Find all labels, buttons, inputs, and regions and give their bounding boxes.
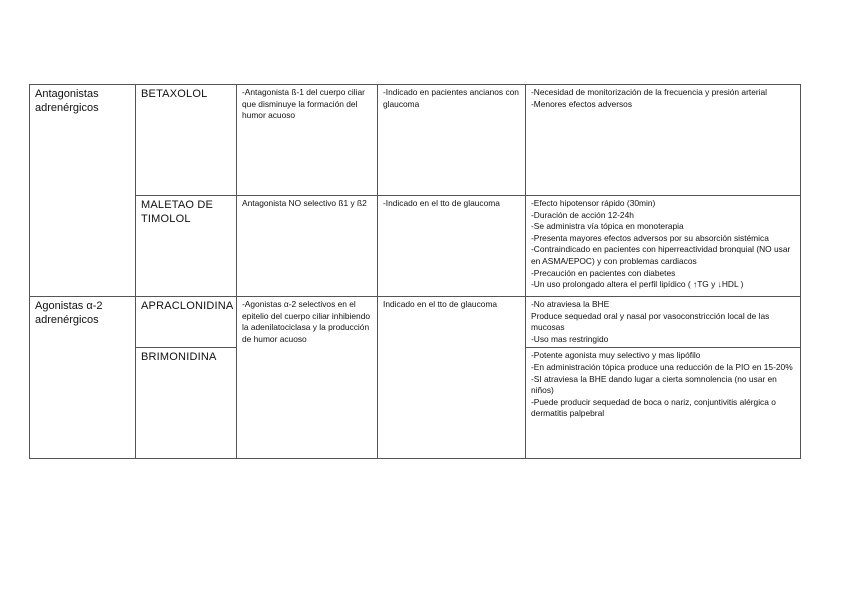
note-line: -Precaución en pacientes con diabetes <box>531 267 676 278</box>
table-row <box>30 196 801 297</box>
note-line: -Menores efectos adversos <box>531 98 633 109</box>
note-line: -No atraviesa la BHE <box>531 299 610 309</box>
drug-name: APRACLONIDINA <box>141 300 234 312</box>
drug-name: BRIMONIDINA <box>141 351 217 364</box>
indication-text: -Indicado en el tto de glaucoma <box>383 198 500 208</box>
mechanism-cell <box>237 297 378 459</box>
note-line: -En administración tópica produce una reducción de la PIO en 15-20% <box>531 361 793 372</box>
mechanism-text: Antagonista NO selectivo ß1 y ß2 <box>242 198 367 208</box>
indication-cell <box>378 85 526 196</box>
indication-text: -Indicado en pacientes ancianos con glaucoma <box>383 87 519 109</box>
note-line: -SI atraviesa la BHE dando lugar a cierta somnolencia (no usar en niños) <box>531 373 777 396</box>
group-cell-agonists <box>30 297 136 459</box>
note-line: -Potente agonista muy selectivo y mas lipófilo <box>531 350 701 361</box>
note-line: -Efecto hipotensor rápido (30min) <box>531 198 656 208</box>
drug-cell <box>136 297 237 348</box>
note-line: -Necesidad de monitorización de la frecuencia y presión arterial <box>531 87 768 97</box>
note-line: -Uso mas restringido <box>531 333 609 344</box>
group-name: Agonistas α-2 adrenérgicos <box>35 300 103 326</box>
note-line: -Puede producir sequedad de boca o nariz, conjuntivitis alérgica o dermatitis palpebral <box>531 396 776 419</box>
notes-cell <box>526 297 801 348</box>
group-name: Antagonistas adrenérgicos <box>35 88 99 114</box>
mechanism-text: -Agonistas α-2 selectivos en el epitelio del cuerpo ciliar inhibiendo la adenilatociclasa y la producción de humor acuoso <box>242 299 371 344</box>
note-line: -Duración de acción 12-24h <box>531 209 634 220</box>
note-line: Produce sequedad oral y nasal por vasoconstricción local de las mucosas <box>531 310 770 333</box>
indication-text: Indicado en el tto de glaucoma <box>383 299 498 309</box>
drug-cell <box>136 196 237 297</box>
notes-cell <box>526 196 801 297</box>
drug-name: MALETAO DE TIMOLOL <box>141 199 214 225</box>
note-line: -Presenta mayores efectos adversos por su absorción sistémica <box>531 232 769 243</box>
note-line: -Contraindicado en pacientes con hiperreactividad bronquial (NO usar en ASMA/EPOC) y con problemas cardiacos <box>531 244 791 266</box>
note-line: -Un uso prolongado altera el perfil lipídico ( ↑TG y ↓HDL ) <box>531 279 744 290</box>
mechanism-cell <box>237 85 378 196</box>
notes-cell <box>526 85 801 196</box>
notes-cell <box>526 348 801 459</box>
drug-cell <box>136 348 237 459</box>
indication-cell <box>378 297 526 459</box>
group-cell-antagonists <box>30 85 136 297</box>
indication-cell <box>378 196 526 297</box>
table-row <box>30 85 801 196</box>
note-line: -Se administra vía tópica en monoterapia <box>531 221 684 232</box>
drug-name: BETAXOLOL <box>141 88 208 100</box>
mechanism-cell <box>237 196 378 297</box>
glaucoma-drug-table <box>29 84 801 459</box>
drug-cell <box>136 85 237 196</box>
mechanism-text: -Antagonista ß-1 del cuerpo ciliar que disminuye la formación del humor acuoso <box>242 87 365 121</box>
table-row <box>30 297 801 348</box>
